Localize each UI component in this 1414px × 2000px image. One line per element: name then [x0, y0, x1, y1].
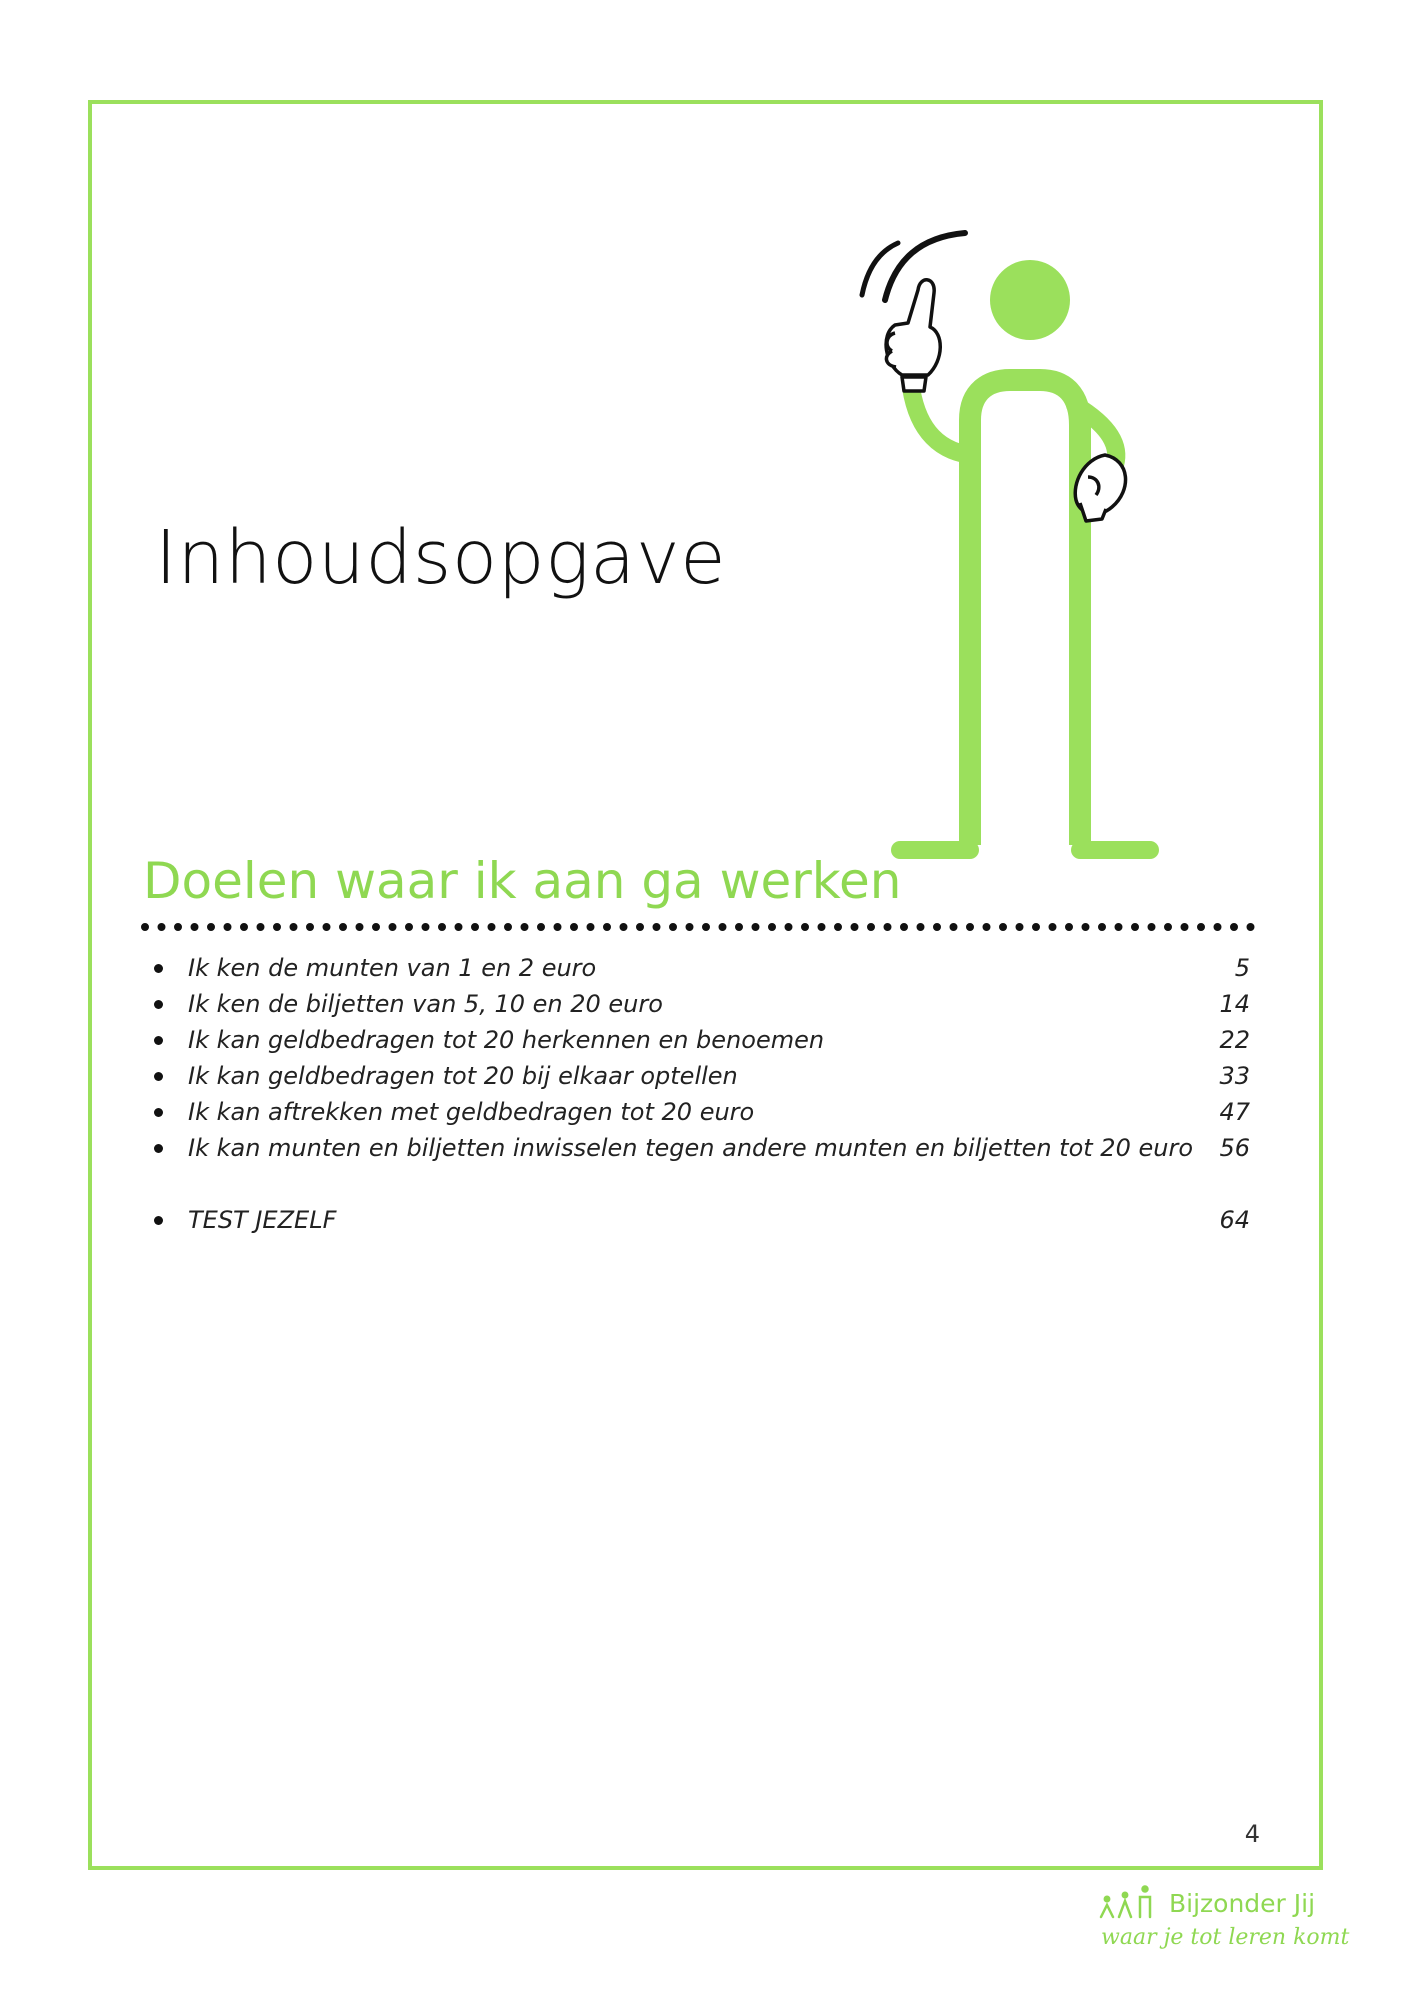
- toc-item-text: Ik kan munten en biljetten inwisselen tegen andere munten en biljetten tot 20 euro: [188, 1134, 1193, 1162]
- logo-tagline: waar je tot leren komt: [1101, 1925, 1350, 1950]
- toc-item-text: Ik kan aftrekken met geldbedragen tot 20 euro: [188, 1098, 755, 1126]
- bullet-icon: [154, 964, 163, 973]
- brand-logo: [1095, 1885, 1350, 1965]
- bullet-icon: [154, 1072, 163, 1081]
- bullet-icon: [154, 1036, 163, 1045]
- toc-item[interactable]: [150, 1202, 1250, 1238]
- toc-item[interactable]: [150, 950, 1250, 986]
- toc-item-page: 64: [1219, 1206, 1250, 1234]
- toc-item-text: TEST JEZELF: [188, 1206, 337, 1234]
- bullet-icon: [154, 1216, 163, 1225]
- toc-item[interactable]: [150, 986, 1250, 1022]
- toc-item-page: 56: [1219, 1134, 1250, 1162]
- toc-item-page: 14: [1219, 990, 1250, 1018]
- toc-item-text: Ik kan geldbedragen tot 20 bij elkaar optellen: [188, 1062, 738, 1090]
- section-heading: Doelen waar ik aan ga werken: [143, 852, 902, 910]
- bullet-icon: [154, 1000, 163, 1009]
- toc-item-text: Ik ken de munten van 1 en 2 euro: [188, 954, 597, 982]
- toc-item[interactable]: [150, 1022, 1250, 1058]
- page-number: 4: [1244, 1820, 1260, 1848]
- bullet-icon: [154, 1144, 163, 1153]
- toc-item[interactable]: [150, 1130, 1250, 1166]
- toc-item-text: Ik kan geldbedragen tot 20 herkennen en benoemen: [188, 1026, 825, 1054]
- toc-item-page: 5: [1234, 954, 1250, 982]
- pointing-figure-icon: [840, 215, 1180, 875]
- toc-item-page: 33: [1219, 1062, 1250, 1090]
- page-title: Inhoudsopgave: [155, 515, 727, 601]
- dotted-divider: [140, 920, 1270, 934]
- logo-name: Bijzonder Jij: [1169, 1889, 1316, 1918]
- bullet-icon: [154, 1108, 163, 1117]
- toc-item[interactable]: [150, 1058, 1250, 1094]
- table-of-contents: [150, 950, 1250, 1238]
- toc-item[interactable]: [150, 1094, 1250, 1130]
- toc-item-page: 22: [1219, 1026, 1250, 1054]
- toc-item-text: Ik ken de biljetten van 5, 10 en 20 euro: [188, 990, 663, 1018]
- logo-icon: [1095, 1885, 1165, 1921]
- toc-item-page: 47: [1219, 1098, 1250, 1126]
